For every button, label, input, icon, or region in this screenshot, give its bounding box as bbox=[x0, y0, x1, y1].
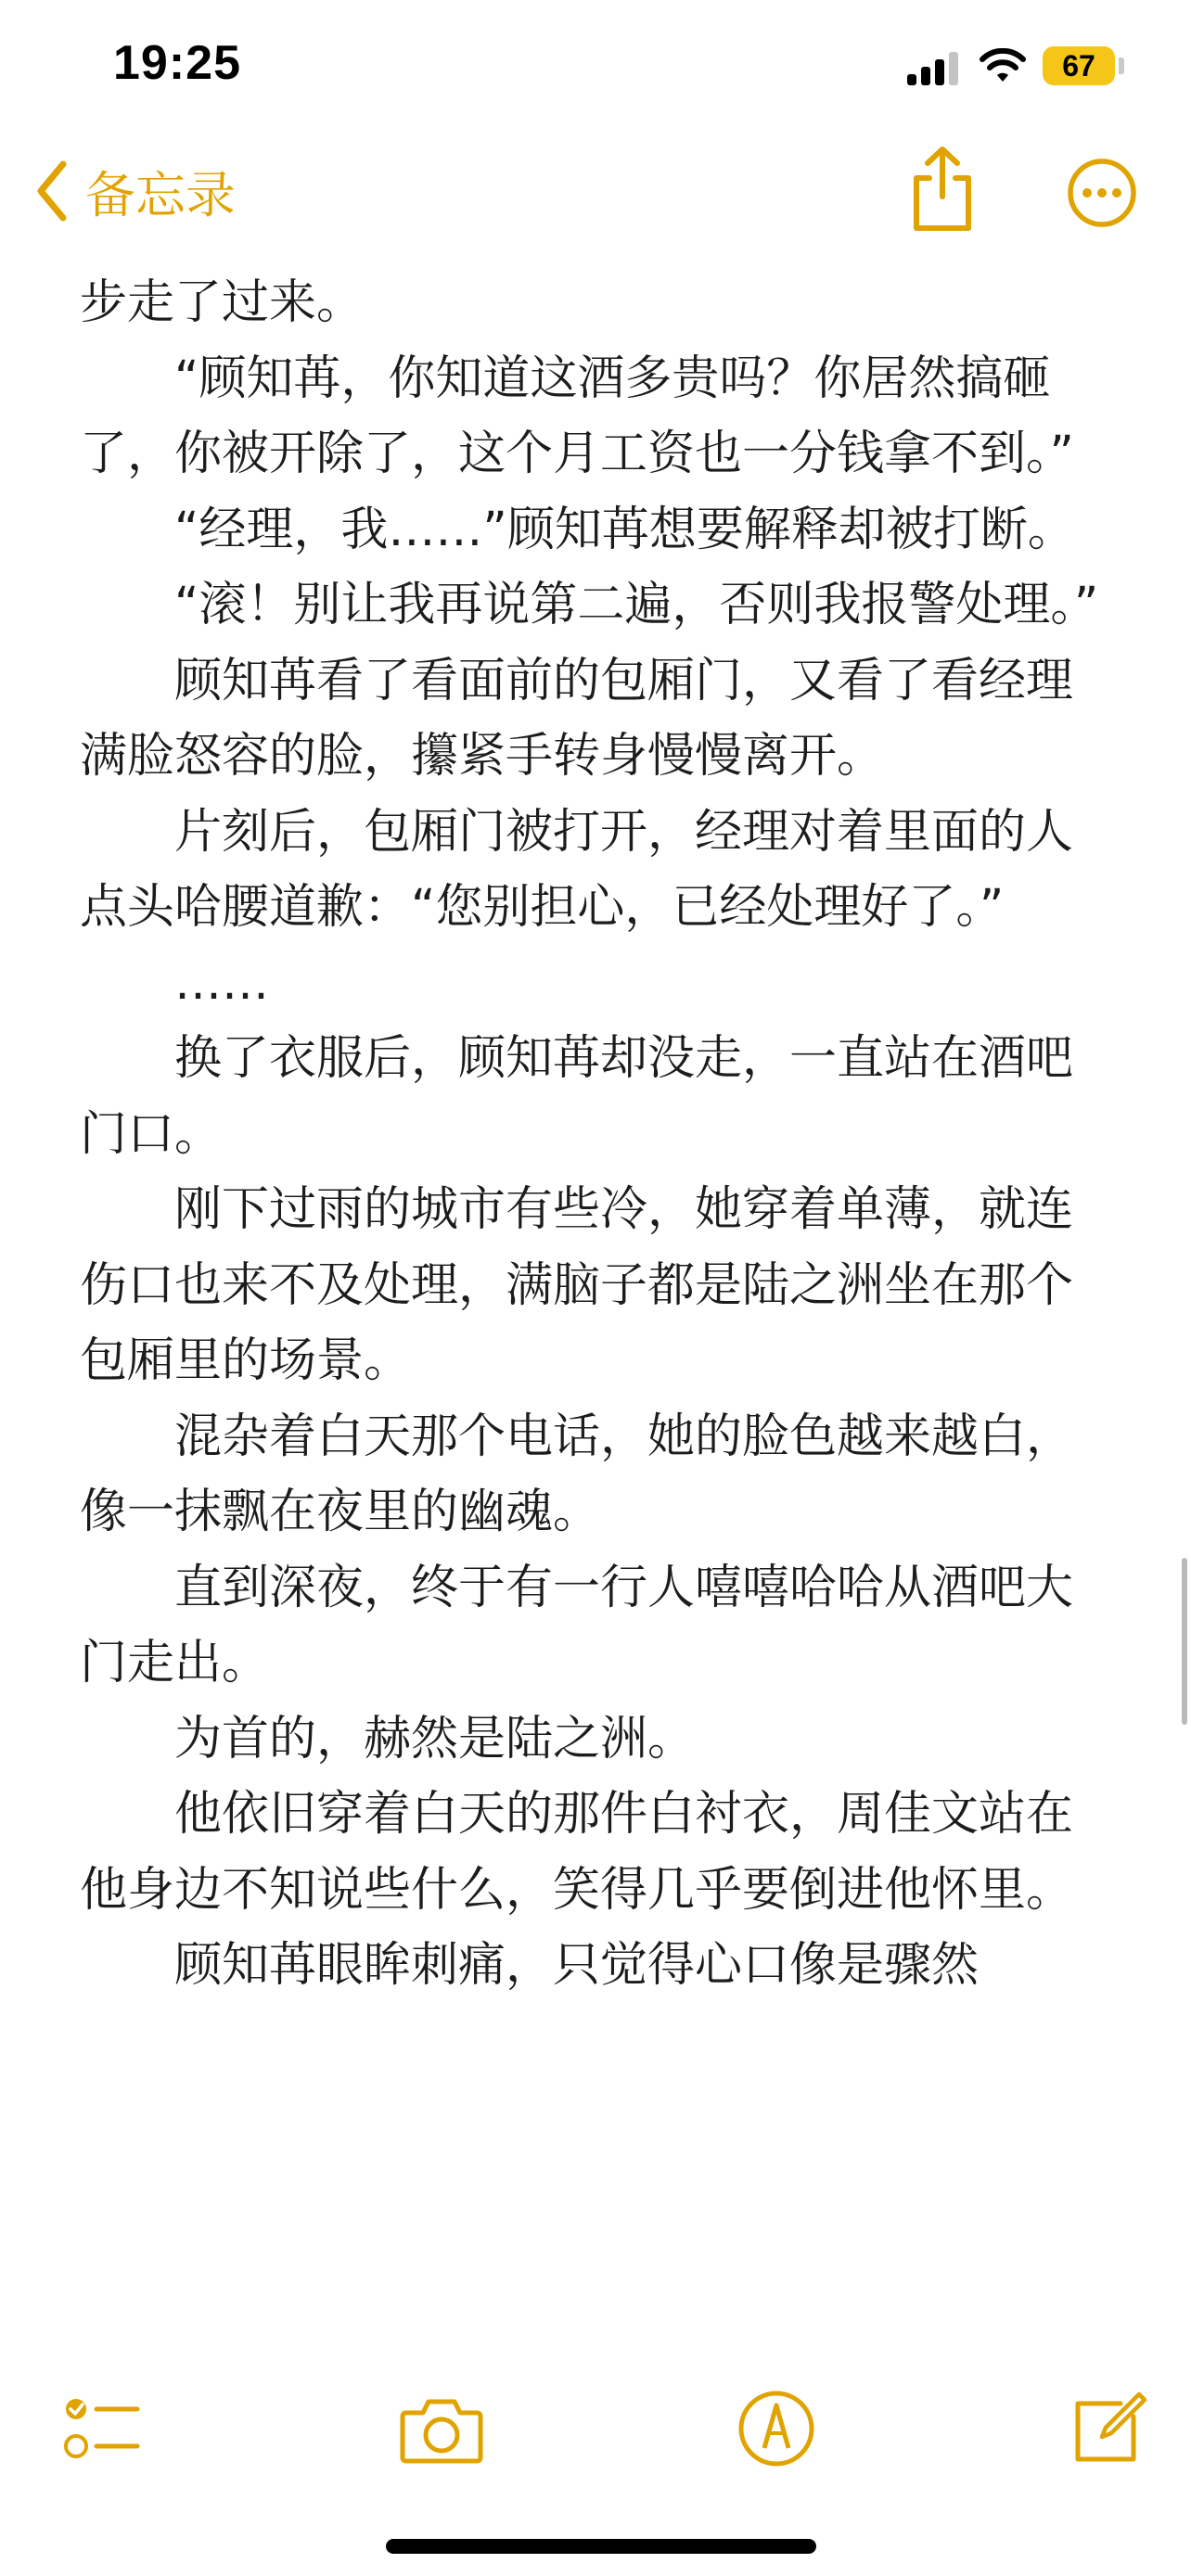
note-paragraph: 顾知苒眼眸刺痛，只觉得心口像是骤然 bbox=[174, 1938, 980, 1993]
note-paragraph: 直到深夜，终于有一行人嘻嘻哈哈从酒吧大门走出。 bbox=[80, 1560, 1074, 1690]
home-indicator[interactable] bbox=[386, 2539, 816, 2554]
scrolled-text-ghost bbox=[80, 57, 95, 111]
checklist-icon[interactable] bbox=[58, 2387, 141, 2470]
note-paragraph: 为首的，赫然是陆之洲。 bbox=[174, 1711, 696, 1766]
ellipsis-circle-icon[interactable] bbox=[1067, 158, 1137, 228]
status-time: 19:25 bbox=[113, 36, 241, 90]
wifi-icon bbox=[978, 48, 1028, 85]
note-paragraph: “滚！别让我再说第二遍，否则我报警处理。” bbox=[174, 578, 1099, 632]
chevron-left-icon bbox=[33, 159, 70, 223]
battery-level: 67 bbox=[1062, 49, 1095, 83]
share-icon[interactable] bbox=[905, 145, 980, 234]
navigation-bar bbox=[0, 139, 1191, 260]
note-paragraph: …… bbox=[174, 955, 269, 1011]
back-label: 备忘录 bbox=[85, 165, 236, 224]
note-paragraph: 换了衣服后，顾知苒却没走，一直站在酒吧门口。 bbox=[80, 1031, 1074, 1162]
note-paragraph: 刚下过雨的城市有些冷，她穿着单薄，就连伤口也来不及处理，满脑子都是陆之洲坐在那个包厢里的场景。 bbox=[80, 1182, 1074, 1388]
note-paragraph: “经理，我……”顾知苒想要解释却被打断。 bbox=[174, 502, 1075, 557]
status-bar bbox=[0, 0, 1191, 139]
battery-icon bbox=[1043, 46, 1115, 85]
note-body[interactable] bbox=[80, 265, 1119, 2004]
note-paragraph: 顾知苒看了看面前的包厢门，又看了看经理满脸怒容的脸，攥紧手转身慢慢离开。 bbox=[80, 653, 1074, 784]
compose-icon[interactable] bbox=[1065, 2387, 1148, 2470]
note-paragraph: 步走了过来。 bbox=[80, 275, 365, 330]
markup-pen-icon[interactable] bbox=[735, 2387, 818, 2470]
camera-icon[interactable] bbox=[397, 2387, 486, 2470]
cellular-signal-icon bbox=[907, 52, 959, 85]
back-button[interactable] bbox=[33, 154, 236, 228]
note-paragraph: 片刻后，包厢门被打开，经理对着里面的人点头哈腰道歉：“您别担心，已经处理好了。” bbox=[80, 804, 1074, 935]
note-paragraph: 混杂着白天那个电话，她的脸色越来越白，像一抹飘在夜里的幽魂。 bbox=[80, 1409, 1074, 1539]
note-paragraph: 他依旧穿着白天的那件白衬衣，周佳文站在他身边不知说些什么，笑得几乎要倒进他怀里。 bbox=[80, 1787, 1074, 1918]
scrollbar[interactable] bbox=[1182, 1558, 1187, 1725]
battery-tip bbox=[1119, 57, 1124, 74]
note-paragraph: “顾知苒，你知道这酒多贵吗？你居然搞砸了，你被开除了，这个月工资也一分钱拿不到。” bbox=[80, 351, 1074, 481]
